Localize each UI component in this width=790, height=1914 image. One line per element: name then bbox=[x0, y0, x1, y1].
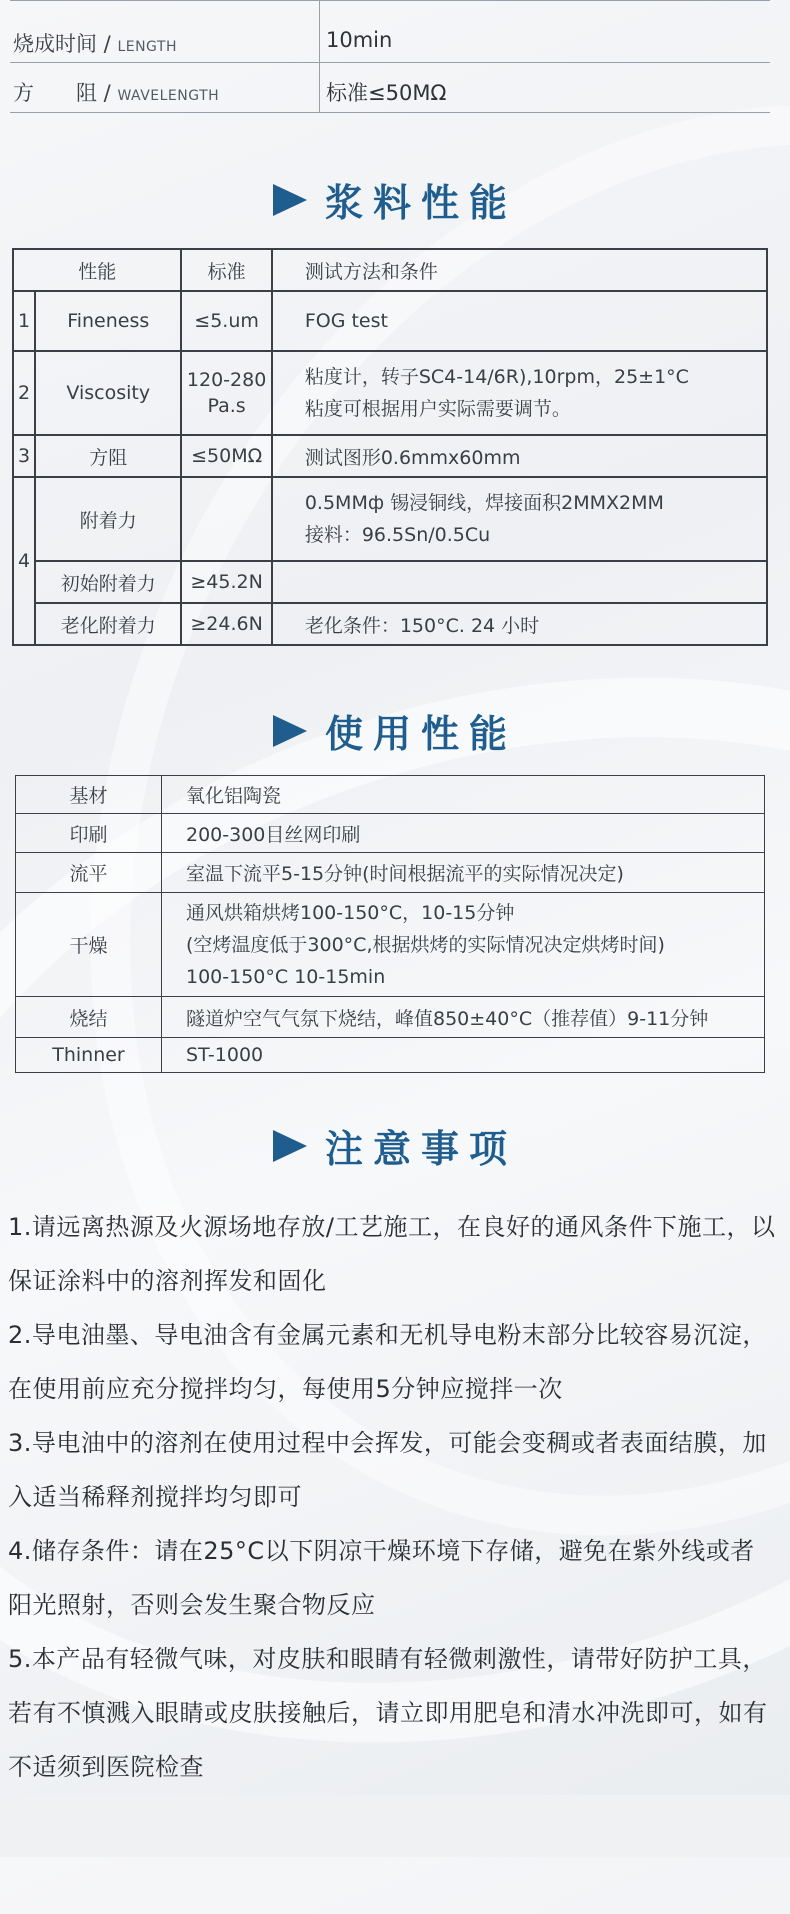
table-row bbox=[16, 776, 765, 814]
row-value: 氧化铝陶瓷 bbox=[162, 776, 765, 814]
property-key-en: WAVELENGTH bbox=[117, 88, 220, 104]
row-method: 接料：96.5Sn/0.5Cu bbox=[304, 524, 491, 546]
row-value: 通风烘箱烘烤100-150°C，10-15分钟 bbox=[186, 901, 515, 924]
row-key: 干燥 bbox=[16, 893, 162, 997]
row-method: 粘度可根据用户实际需要调节。 bbox=[304, 398, 571, 420]
property-row bbox=[10, 0, 770, 63]
row-key: 流平 bbox=[16, 853, 162, 893]
row-value: 室温下流平5-15分钟(时间根据流平的实际情况决定) bbox=[162, 853, 765, 893]
table-row bbox=[16, 997, 765, 1038]
row-standard: ≤50MΩ bbox=[181, 435, 271, 477]
notice-item: 5.本产品有轻微气味，对皮肤和眼睛有轻微刺激性，请带好防护工具，若有不慎溅入眼睛或皮肤接触后，请立即用肥皂和清水冲洗即可，如有不适须到医院检查 bbox=[8, 1645, 768, 1781]
row-key: 烧结 bbox=[16, 997, 162, 1038]
table-header: 测试方法和条件 bbox=[272, 249, 767, 291]
row-key: 印刷 bbox=[16, 814, 162, 853]
table-header: 性能 bbox=[13, 249, 181, 291]
property-key-en: LENGTH bbox=[117, 39, 177, 55]
row-standard: ≥45.2N bbox=[181, 561, 271, 603]
property-value: 标准≤50MΩ bbox=[326, 81, 447, 105]
row-value: 200-300目丝网印刷 bbox=[162, 814, 765, 853]
row-number: 2 bbox=[13, 351, 35, 435]
section-heading-slurry bbox=[0, 172, 790, 227]
row-method: 老化条件：150°C. 24 小时 bbox=[272, 603, 767, 645]
table-row bbox=[13, 291, 767, 351]
notice-item: 1.请远离热源及火源场地存放/工艺施工，在良好的通风条件下施工，以保证涂料中的溶剂挥发和固化 bbox=[8, 1213, 776, 1295]
row-method: FOG test bbox=[272, 291, 767, 351]
table-row bbox=[13, 435, 767, 477]
property-row bbox=[10, 63, 770, 113]
row-property: 老化附着力 bbox=[35, 603, 181, 645]
table-row bbox=[16, 853, 765, 893]
table-row bbox=[13, 351, 767, 435]
row-method: 粘度计，转子SC4-14/6R),10rpm，25±1°C bbox=[304, 366, 689, 388]
table-row bbox=[16, 1038, 765, 1073]
arrow-icon bbox=[273, 715, 307, 747]
row-key: Thinner bbox=[16, 1038, 162, 1073]
row-property: 初始附着力 bbox=[35, 561, 181, 603]
table-header: 标准 bbox=[181, 249, 271, 291]
table-header-row bbox=[13, 249, 767, 291]
notice-item: 4.储存条件：请在25°C以下阴凉干燥环境下存储，避免在紫外线或者阳光照射，否则会发生聚合物反应 bbox=[8, 1537, 755, 1619]
row-method: 0.5MMф 锡浸铜线，焊接面积2MMX2MM bbox=[304, 492, 664, 514]
section-title: 使用性能 bbox=[324, 712, 517, 756]
row-value: 100-150°C 10-15min bbox=[186, 965, 386, 988]
table-row bbox=[16, 814, 765, 853]
notice-item: 2.导电油墨、导电油含有金属元素和无机导电粉末部分比较容易沉淀，在使用前应充分搅拌均匀，每使用5分钟应搅拌一次 bbox=[8, 1321, 767, 1403]
section-title: 浆料性能 bbox=[324, 181, 517, 225]
row-number: 3 bbox=[13, 435, 35, 477]
footer-band bbox=[0, 1795, 790, 1857]
table-row bbox=[13, 477, 767, 561]
notice-list bbox=[8, 1200, 778, 1794]
table-row bbox=[13, 561, 767, 603]
property-key: 方 阻 / bbox=[13, 81, 118, 105]
row-standard: 120-280 Pa.s bbox=[181, 351, 271, 435]
arrow-icon bbox=[273, 1130, 307, 1162]
row-standard bbox=[181, 477, 271, 561]
row-value: 隧道炉空气气氛下烧结，峰值850±40°C（推荐值）9-11分钟 bbox=[162, 997, 765, 1038]
section-heading-notice bbox=[0, 1118, 790, 1173]
row-value: (空烤温度低于300°C,根据烘烤的实际情况决定烘烤时间) bbox=[186, 933, 665, 956]
notice-item: 3.导电油中的溶剂在使用过程中会挥发，可能会变稠或者表面结膜，加入适当稀释剂搅拌均匀即可 bbox=[8, 1429, 767, 1511]
arrow-icon bbox=[273, 184, 307, 216]
row-method bbox=[272, 561, 767, 603]
section-title: 注意事项 bbox=[324, 1127, 517, 1171]
row-number: 1 bbox=[13, 291, 35, 351]
section-heading-usage bbox=[0, 703, 790, 758]
table-row bbox=[13, 603, 767, 645]
row-property: Fineness bbox=[35, 291, 181, 351]
row-value: ST-1000 bbox=[162, 1038, 765, 1073]
row-standard: ≥24.6N bbox=[181, 603, 271, 645]
row-method: 测试图形0.6mmx60mm bbox=[272, 435, 767, 477]
table-row bbox=[16, 893, 765, 997]
row-property: 方阻 bbox=[35, 435, 181, 477]
row-property: 附着力 bbox=[35, 477, 181, 561]
slurry-table bbox=[12, 248, 768, 646]
property-value: 10min bbox=[326, 28, 393, 52]
row-property: Viscosity bbox=[35, 351, 181, 435]
row-standard: ≤5.um bbox=[181, 291, 271, 351]
usage-table bbox=[15, 775, 765, 1073]
row-key: 基材 bbox=[16, 776, 162, 814]
property-key: 烧成时间 / bbox=[13, 32, 118, 56]
row-number: 4 bbox=[13, 477, 35, 645]
